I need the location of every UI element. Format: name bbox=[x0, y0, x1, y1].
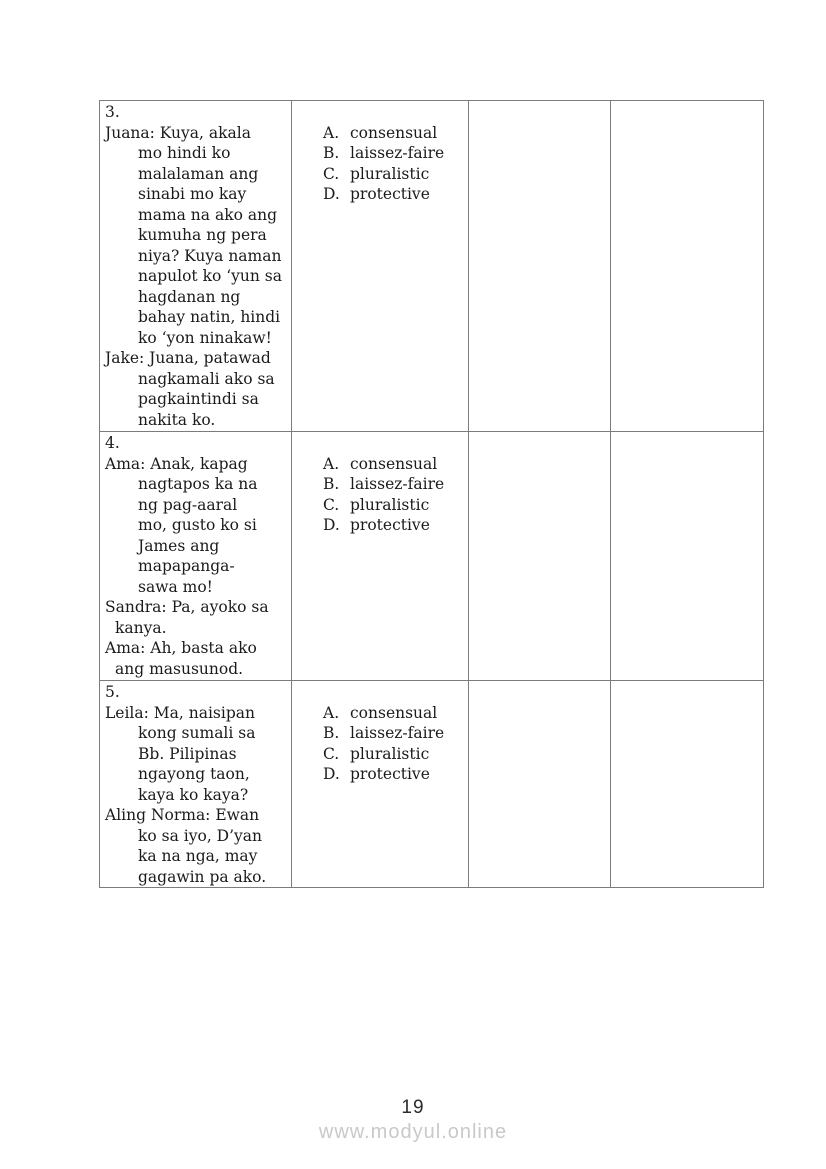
dialogue-line: mo hindi ko bbox=[138, 144, 231, 162]
empty-answer-cell bbox=[611, 432, 764, 681]
question-cell bbox=[100, 681, 292, 888]
choice-text: laissez-faire bbox=[350, 724, 445, 742]
choice-option bbox=[323, 123, 465, 144]
choice-text: laissez-faire bbox=[350, 144, 445, 162]
empty-answer-cell bbox=[611, 101, 764, 432]
empty-answer-cell bbox=[469, 432, 611, 681]
choice-text: laissez-faire bbox=[350, 475, 445, 493]
choice-text: pluralistic bbox=[350, 744, 430, 763]
question-number: 5. bbox=[105, 683, 120, 701]
dialogue-line: mapapanga- bbox=[138, 557, 235, 575]
dialogue-line: ang masusunod. bbox=[115, 659, 244, 678]
dialogue-line: malalaman ang bbox=[138, 164, 259, 183]
choice-option bbox=[323, 495, 465, 516]
choice-letter: C. bbox=[323, 495, 340, 514]
dialogue-line: ngayong taon, bbox=[138, 765, 250, 783]
questions-table bbox=[99, 100, 764, 888]
table-row bbox=[100, 681, 764, 888]
dialogue-line: nakita ko. bbox=[138, 410, 216, 429]
choice-text: pluralistic bbox=[350, 164, 430, 183]
choices-cell bbox=[292, 101, 469, 432]
dialogue-line: ng pag-aaral bbox=[138, 495, 238, 514]
dialogue-line: Ama: Ah, basta ako bbox=[105, 639, 257, 657]
choice-text: consensual bbox=[350, 123, 438, 142]
choice-letter: A. bbox=[323, 703, 340, 722]
choice-letter: A. bbox=[323, 454, 340, 473]
empty-answer-cell bbox=[611, 681, 764, 888]
dialogue-line: gagawin pa ako. bbox=[138, 867, 267, 886]
choice-option bbox=[323, 474, 465, 495]
dialogue-line: nagkamali ako sa bbox=[138, 369, 275, 388]
choice-letter: D. bbox=[323, 516, 340, 534]
dialogue-line: mo, gusto ko si bbox=[138, 516, 257, 534]
choice-option bbox=[323, 143, 465, 164]
dialogue-line: kumuha ng pera bbox=[138, 226, 267, 244]
question-number: 4. bbox=[105, 434, 120, 452]
choice-option bbox=[323, 454, 465, 475]
choice-text: pluralistic bbox=[350, 495, 430, 514]
choice-option bbox=[323, 703, 465, 724]
dialogue-line: sawa mo! bbox=[138, 577, 213, 596]
question-cell bbox=[100, 101, 292, 432]
dialogue-line: Ama: Anak, kapag bbox=[105, 454, 248, 473]
dialogue-line: mama na ako ang bbox=[138, 205, 277, 224]
choices-list bbox=[297, 454, 465, 536]
choice-option bbox=[323, 723, 465, 744]
table-row bbox=[100, 432, 764, 681]
choices-list bbox=[297, 123, 465, 205]
choice-text: consensual bbox=[350, 454, 438, 473]
watermark-text: www.modyul.online bbox=[318, 1121, 508, 1143]
dialogue-line: James ang bbox=[138, 536, 220, 555]
choice-letter: B. bbox=[323, 144, 340, 162]
dialogue-line: ko ‘yon ninakaw! bbox=[138, 328, 272, 347]
dialogue-line: Juana: Kuya, akala bbox=[105, 123, 251, 142]
dialogue-line: napulot ko ‘yun sa bbox=[138, 267, 282, 285]
choice-option bbox=[323, 744, 465, 765]
choice-letter: B. bbox=[323, 475, 340, 493]
question-cell bbox=[100, 432, 292, 681]
dialogue-line: bahay natin, hindi bbox=[138, 308, 281, 326]
dialogue-line: ko sa iyo, D’yan bbox=[138, 826, 263, 845]
choices-cell bbox=[292, 432, 469, 681]
choice-text: protective bbox=[350, 765, 430, 783]
choice-text: consensual bbox=[350, 703, 438, 722]
dialogue-line: Sandra: Pa, ayoko sa bbox=[105, 598, 269, 616]
empty-answer-cell bbox=[469, 101, 611, 432]
empty-answer-cell bbox=[469, 681, 611, 888]
choice-option bbox=[323, 764, 465, 785]
table-row bbox=[100, 101, 764, 432]
choice-option bbox=[323, 164, 465, 185]
choice-letter: C. bbox=[323, 164, 340, 183]
choice-letter: D. bbox=[323, 185, 340, 203]
dialogue-line: kong sumali sa bbox=[138, 724, 256, 742]
choices-list bbox=[297, 703, 465, 785]
choice-option bbox=[323, 184, 465, 205]
dialogue-line: kaya ko kaya? bbox=[138, 785, 249, 804]
dialogue-line: hagdanan ng bbox=[138, 287, 241, 306]
choice-letter: D. bbox=[323, 765, 340, 783]
dialogue-line: ka na nga, may bbox=[138, 847, 258, 865]
dialogue-line: pagkaintindi sa bbox=[138, 390, 259, 408]
choice-letter: A. bbox=[323, 123, 340, 142]
dialogue-line: niya? Kuya naman bbox=[138, 246, 282, 265]
question-number: 3. bbox=[105, 103, 120, 121]
dialogue-line: Bb. Pilipinas bbox=[138, 744, 237, 763]
choice-letter: C. bbox=[323, 744, 340, 763]
page-number: 19 bbox=[401, 1097, 425, 1118]
choice-text: protective bbox=[350, 516, 430, 534]
choice-text: protective bbox=[350, 185, 430, 203]
choice-letter: B. bbox=[323, 724, 340, 742]
dialogue-line: sinabi mo kay bbox=[138, 185, 247, 203]
choices-cell bbox=[292, 681, 469, 888]
choice-option bbox=[323, 515, 465, 536]
dialogue-line: Jake: Juana, patawad bbox=[105, 349, 271, 367]
dialogue-line: nagtapos ka na bbox=[138, 475, 258, 493]
dialogue-line: Aling Norma: Ewan bbox=[105, 806, 260, 824]
dialogue-line: kanya. bbox=[115, 618, 167, 637]
dialogue-line: Leila: Ma, naisipan bbox=[105, 703, 255, 722]
